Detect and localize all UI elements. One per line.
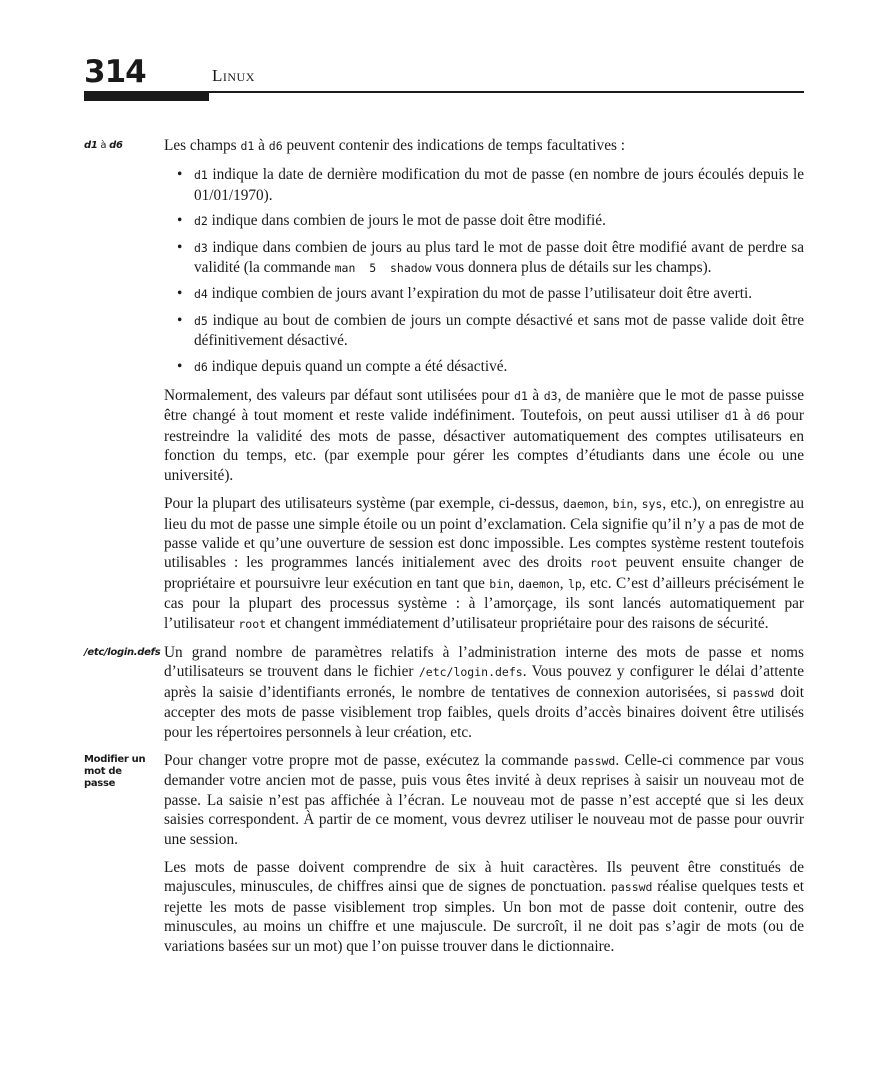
- paragraph: Pour changer votre propre mot de passe, exécutez la commande passwd. Celle-ci commence par vous demander votre ancien mot de passe, puis vous êtes invité à deux reprises à saisir un nouveau mot de passe. La saisie n’est pas affichée à l’écran. Le nouveau mot de passe n’est accepté que si les deux saisies correspondent. À partir de ce moment, vous devrez utiliser le nouveau mot de passe pour ouvrir une session.: [164, 751, 805, 848]
- margin-label-d1-d6: d1 à d6: [84, 140, 123, 151]
- paragraph: Les champs d1 à d6 peuvent contenir des indications de temps facultatives :: [164, 137, 626, 154]
- list-item: • d2 indique dans combien de jours le mot de passe doit être modifié.: [194, 211, 804, 231]
- section-login-defs: [84, 643, 804, 742]
- list-item: • d1 indique la date de dernière modification du mot de passe (en nombre de jours écoulés depuis le 01/01/1970).: [194, 165, 804, 205]
- field-list: [164, 165, 804, 377]
- list-item: • d5 indique au bout de combien de jours un compte désactivé et sans mot de passe valide doit être définitivement désactivé.: [194, 311, 804, 351]
- list-item: • d3 indique dans combien de jours au plus tard le mot de passe doit être modifié avant de perdre sa validité (la commande man 5 shadow vous donnera plus de détails sur les champs).: [194, 238, 804, 279]
- margin-label-change-password: Modifier un mot de passe: [84, 753, 146, 789]
- section-change-password: [84, 751, 804, 956]
- page-number: 314: [84, 54, 146, 90]
- page-header: [84, 54, 804, 106]
- paragraph: Les mots de passe doivent comprendre de six à huit caractères. Ils peuvent être constitués de majuscules, minuscules, de chiffres ainsi que de signes de ponctuation. passwd réalise quelques tests et rejette les mots de passe visiblement trop simples. Un bon mot de passe doit contenir, outre des minuscules, au moins un chiffre et une majuscule. De surcroît, il ne doit pas s’agir de mots (ou de variations basées sur un mot) que l’on puisse trouver dans le dictionnaire.: [164, 859, 804, 955]
- margin-label-login-defs: /etc/login.defs: [84, 646, 161, 658]
- section-d1-d6: [84, 136, 804, 634]
- header-rule-block: [84, 93, 209, 101]
- running-head: Linux: [212, 66, 255, 85]
- main-content: [84, 136, 804, 965]
- list-item: • d4 indique combien de jours avant l’expiration du mot de passe l’utilisateur doit être averti.: [194, 284, 804, 304]
- list-item: • d6 indique depuis quand un compte a été désactivé.: [194, 357, 804, 377]
- paragraph: Pour la plupart des utilisateurs système (par exemple, ci-dessus, daemon, bin, sys, etc.), on enregistre au lieu du mot de passe une simple étoile ou un point d’exclamation. Cela signifie qu’il n’y a pas de mot de passe valide et qu’une ouverture de session est donc impossible. Les comptes système restent toutefois utilisables : les programmes lancés initialement avec des droits root peuvent ensuite changer de propriétaire et poursuivre leur exécution en tant que bin, daemon, lp, etc. C’est d’ailleurs précisément le cas pour la plupart des processus système : à l’amorçage, ils sont lancés automatiquement par l’utilisateur root et changent immédiatement d’utilisateur propriétaire pour des raisons de sécurité.: [164, 495, 805, 632]
- paragraph: Normalement, des valeurs par défaut sont utilisées pour d1 à d3, de manière que le mot de passe puisse être changé à tout moment et reste valide indéfiniment. Toutefois, on peut aussi utiliser d1 à d6 pour restreindre la validité des mots de passe, désactiver automatiquement des comptes utilisateurs en fonction du temps, etc. (par exemple pour gérer les comptes d’étudiants dans une école ou une université).: [164, 387, 804, 484]
- paragraph: Un grand nombre de paramètres relatifs à l’administration interne des mots de passe et noms d’utilisateurs se trouvent dans le fichier /etc/login.defs. Vous pouvez y configurer le délai d’attente après la saisie d’identifiants erronés, le nombre de tentatives de connexion autorisées, si passwd doit accepter des mots de passe visiblement trop faibles, quels droits d’accès binaires doivent être utilisés pour les répertoires personnels à leur création, etc.: [164, 643, 805, 741]
